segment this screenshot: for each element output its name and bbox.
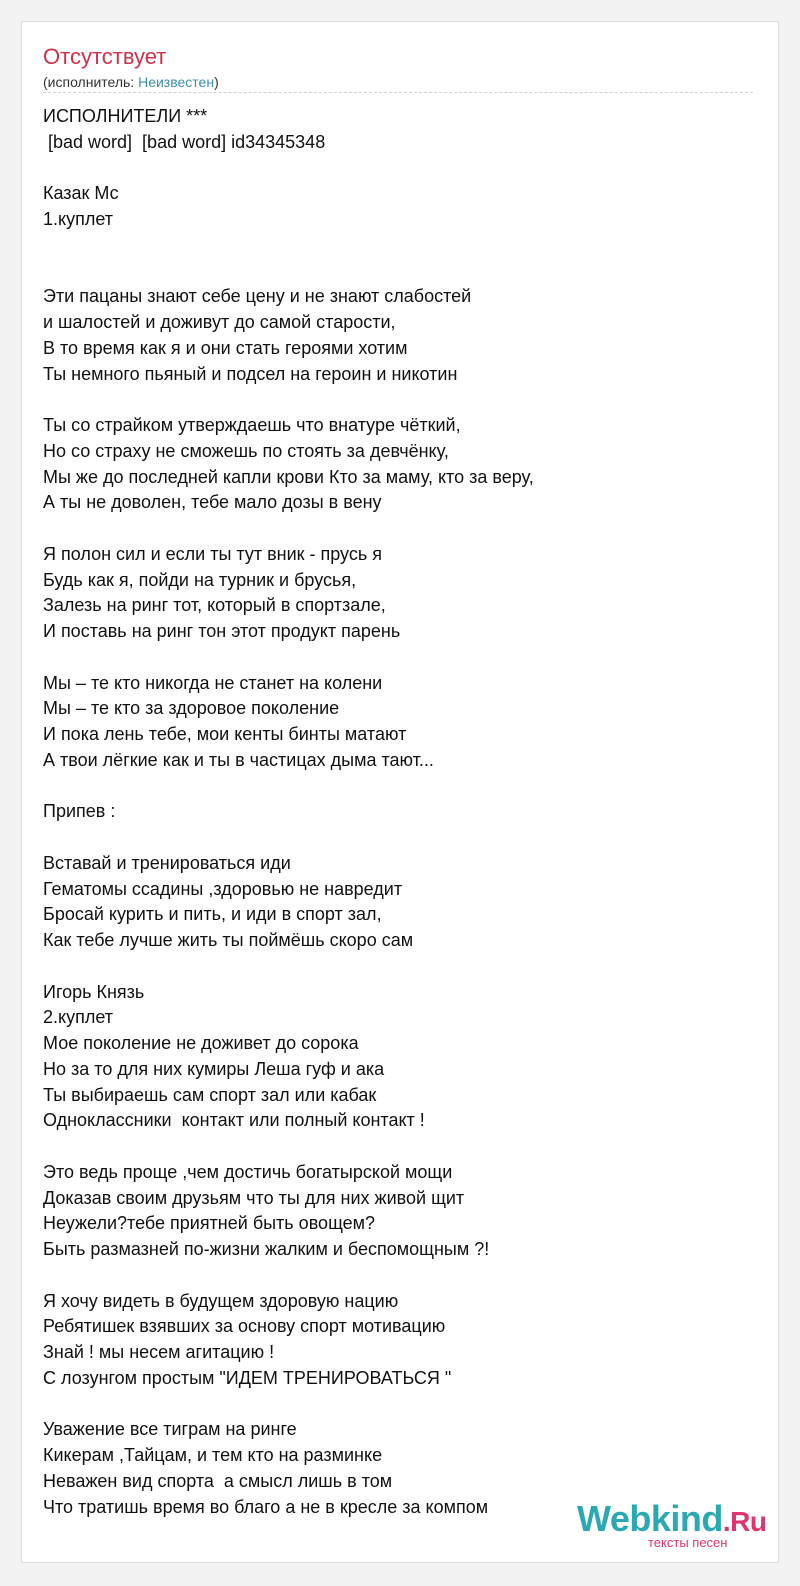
lyric-line — [43, 1134, 763, 1160]
lyric-line: 1.куплет — [43, 209, 113, 229]
lyrics-text — [43, 104, 763, 1520]
lyric-line: Бросай курить и пить, и иди в спорт зал, — [43, 904, 382, 925]
lyric-line: Ребятишек взявших за основу спорт мотивацию — [43, 1316, 446, 1337]
lyric-line — [43, 954, 763, 980]
site-logo[interactable] — [577, 1497, 777, 1557]
lyric-line: С лозунгом простым "ИДЕМ ТРЕНИРОВАТЬСЯ " — [43, 1367, 452, 1388]
lyric-line: Но со страху не сможешь по стоять за девчёнку, — [43, 440, 449, 461]
lyric-line: Мы же до последней капли крови Кто за маму, кто за веру, — [43, 466, 534, 487]
lyric-line: Кикерам ,Тайцам, и тем кто на разминке — [43, 1445, 383, 1465]
lyric-line: Припев : — [43, 801, 116, 822]
lyric-line: Мы – те кто за здоровое поколение — [43, 698, 340, 719]
lyric-line: Залезь на ринг тот, который в спортзале, — [43, 595, 386, 616]
lyric-line: Что тратишь время во благо а не в кресле за компом — [43, 1496, 489, 1517]
lyric-line: Ты выбираешь сам спорт зал или кабак — [43, 1084, 377, 1105]
lyric-line — [43, 1263, 763, 1289]
lyric-line — [43, 156, 763, 182]
lyric-line — [43, 233, 763, 259]
artist-line — [43, 73, 219, 91]
song-title: Отсутствует — [43, 44, 167, 69]
lyric-line: Уважение все тиграм на ринге — [43, 1419, 297, 1440]
lyric-line: Казак Мс — [43, 183, 119, 204]
artist-link[interactable]: Неизвестен — [138, 74, 215, 90]
lyric-line: Но за то для них кумиры Леша гуф и ака — [43, 1058, 385, 1079]
lyric-line: Одноклассники контакт или полный контакт ! — [43, 1110, 425, 1131]
logo-tld: .Ru — [722, 1506, 767, 1537]
lyric-line: Неважен вид спорта а смысл лишь в том — [43, 1470, 393, 1491]
lyric-line: Мы – те кто никогда не станет на колени — [43, 672, 383, 693]
lyric-line — [43, 774, 763, 800]
lyric-line — [43, 645, 763, 671]
lyric-line: Ты со страйком утверждаешь что внатуре чёткий, — [43, 415, 461, 435]
header-divider — [43, 92, 753, 93]
lyric-line: Доказав своим друзьям что ты для них живой щит — [43, 1187, 465, 1208]
lyric-line: Я полон сил и если ты тут вник - прусь я — [43, 543, 382, 564]
lyric-line: и шалостей и доживут до самой старости, — [43, 312, 396, 332]
artist-prefix: (исполнитель: — [43, 74, 139, 90]
lyric-line: Игорь Князь — [43, 981, 145, 1002]
lyric-line: В то время как я и они стать героями хотим — [43, 337, 408, 358]
lyric-line — [43, 259, 763, 285]
lyric-line — [43, 1392, 763, 1418]
lyric-line: Как тебе лучше жить ты поймёшь скоро сам — [43, 930, 414, 950]
lyrics-card — [21, 21, 779, 1563]
lyric-line: Ты немного пьяный и подсел на героин и никотин — [43, 363, 458, 384]
lyric-line — [43, 825, 763, 851]
lyric-line: И поставь на ринг тон этот продукт парень — [43, 621, 401, 641]
lyric-line: Эти пацаны знают себе цену и не знают слабостей — [43, 286, 472, 307]
lyric-line: И пока лень тебе, мои кенты бинты матают — [43, 724, 407, 744]
lyric-line: Неужели?тебе приятней быть овощем? — [43, 1213, 376, 1234]
lyric-line: Я хочу видеть в будущем здоровую нацию — [43, 1290, 399, 1311]
lyric-line: А ты не доволен, тебе мало дозы в вену — [43, 492, 382, 513]
lyric-line: [bad word] [bad word] id34345348 — [43, 131, 326, 152]
lyric-line: ИСПОЛНИТЕЛИ *** — [43, 106, 208, 126]
lyric-line: Мое поколение не доживет до сорока — [43, 1033, 359, 1053]
artist-suffix: ) — [214, 74, 219, 90]
lyric-line: 2.куплет — [43, 1007, 113, 1028]
lyric-line: Быть размазней по-жизни жалким и беспомощным ?! — [43, 1239, 490, 1259]
lyric-line: Это ведь проще ,чем достичь богатырской мощи — [43, 1161, 453, 1182]
logo-brand: Webkind — [577, 1498, 723, 1539]
lyric-line: Будь как я, пойди на турник и брусья, — [43, 569, 357, 590]
logo-tagline: тексты песен — [648, 1535, 728, 1550]
lyric-line — [43, 516, 763, 542]
lyric-line: А твои лёгкие как и ты в частицах дыма тают... — [43, 749, 434, 770]
lyric-line: Знай ! мы несем агитацию ! — [43, 1342, 275, 1362]
lyric-line — [43, 387, 763, 413]
lyric-line: Гематомы ссадины ,здоровью не навредит — [43, 878, 403, 899]
lyric-line: Вставай и тренироваться иди — [43, 852, 291, 873]
